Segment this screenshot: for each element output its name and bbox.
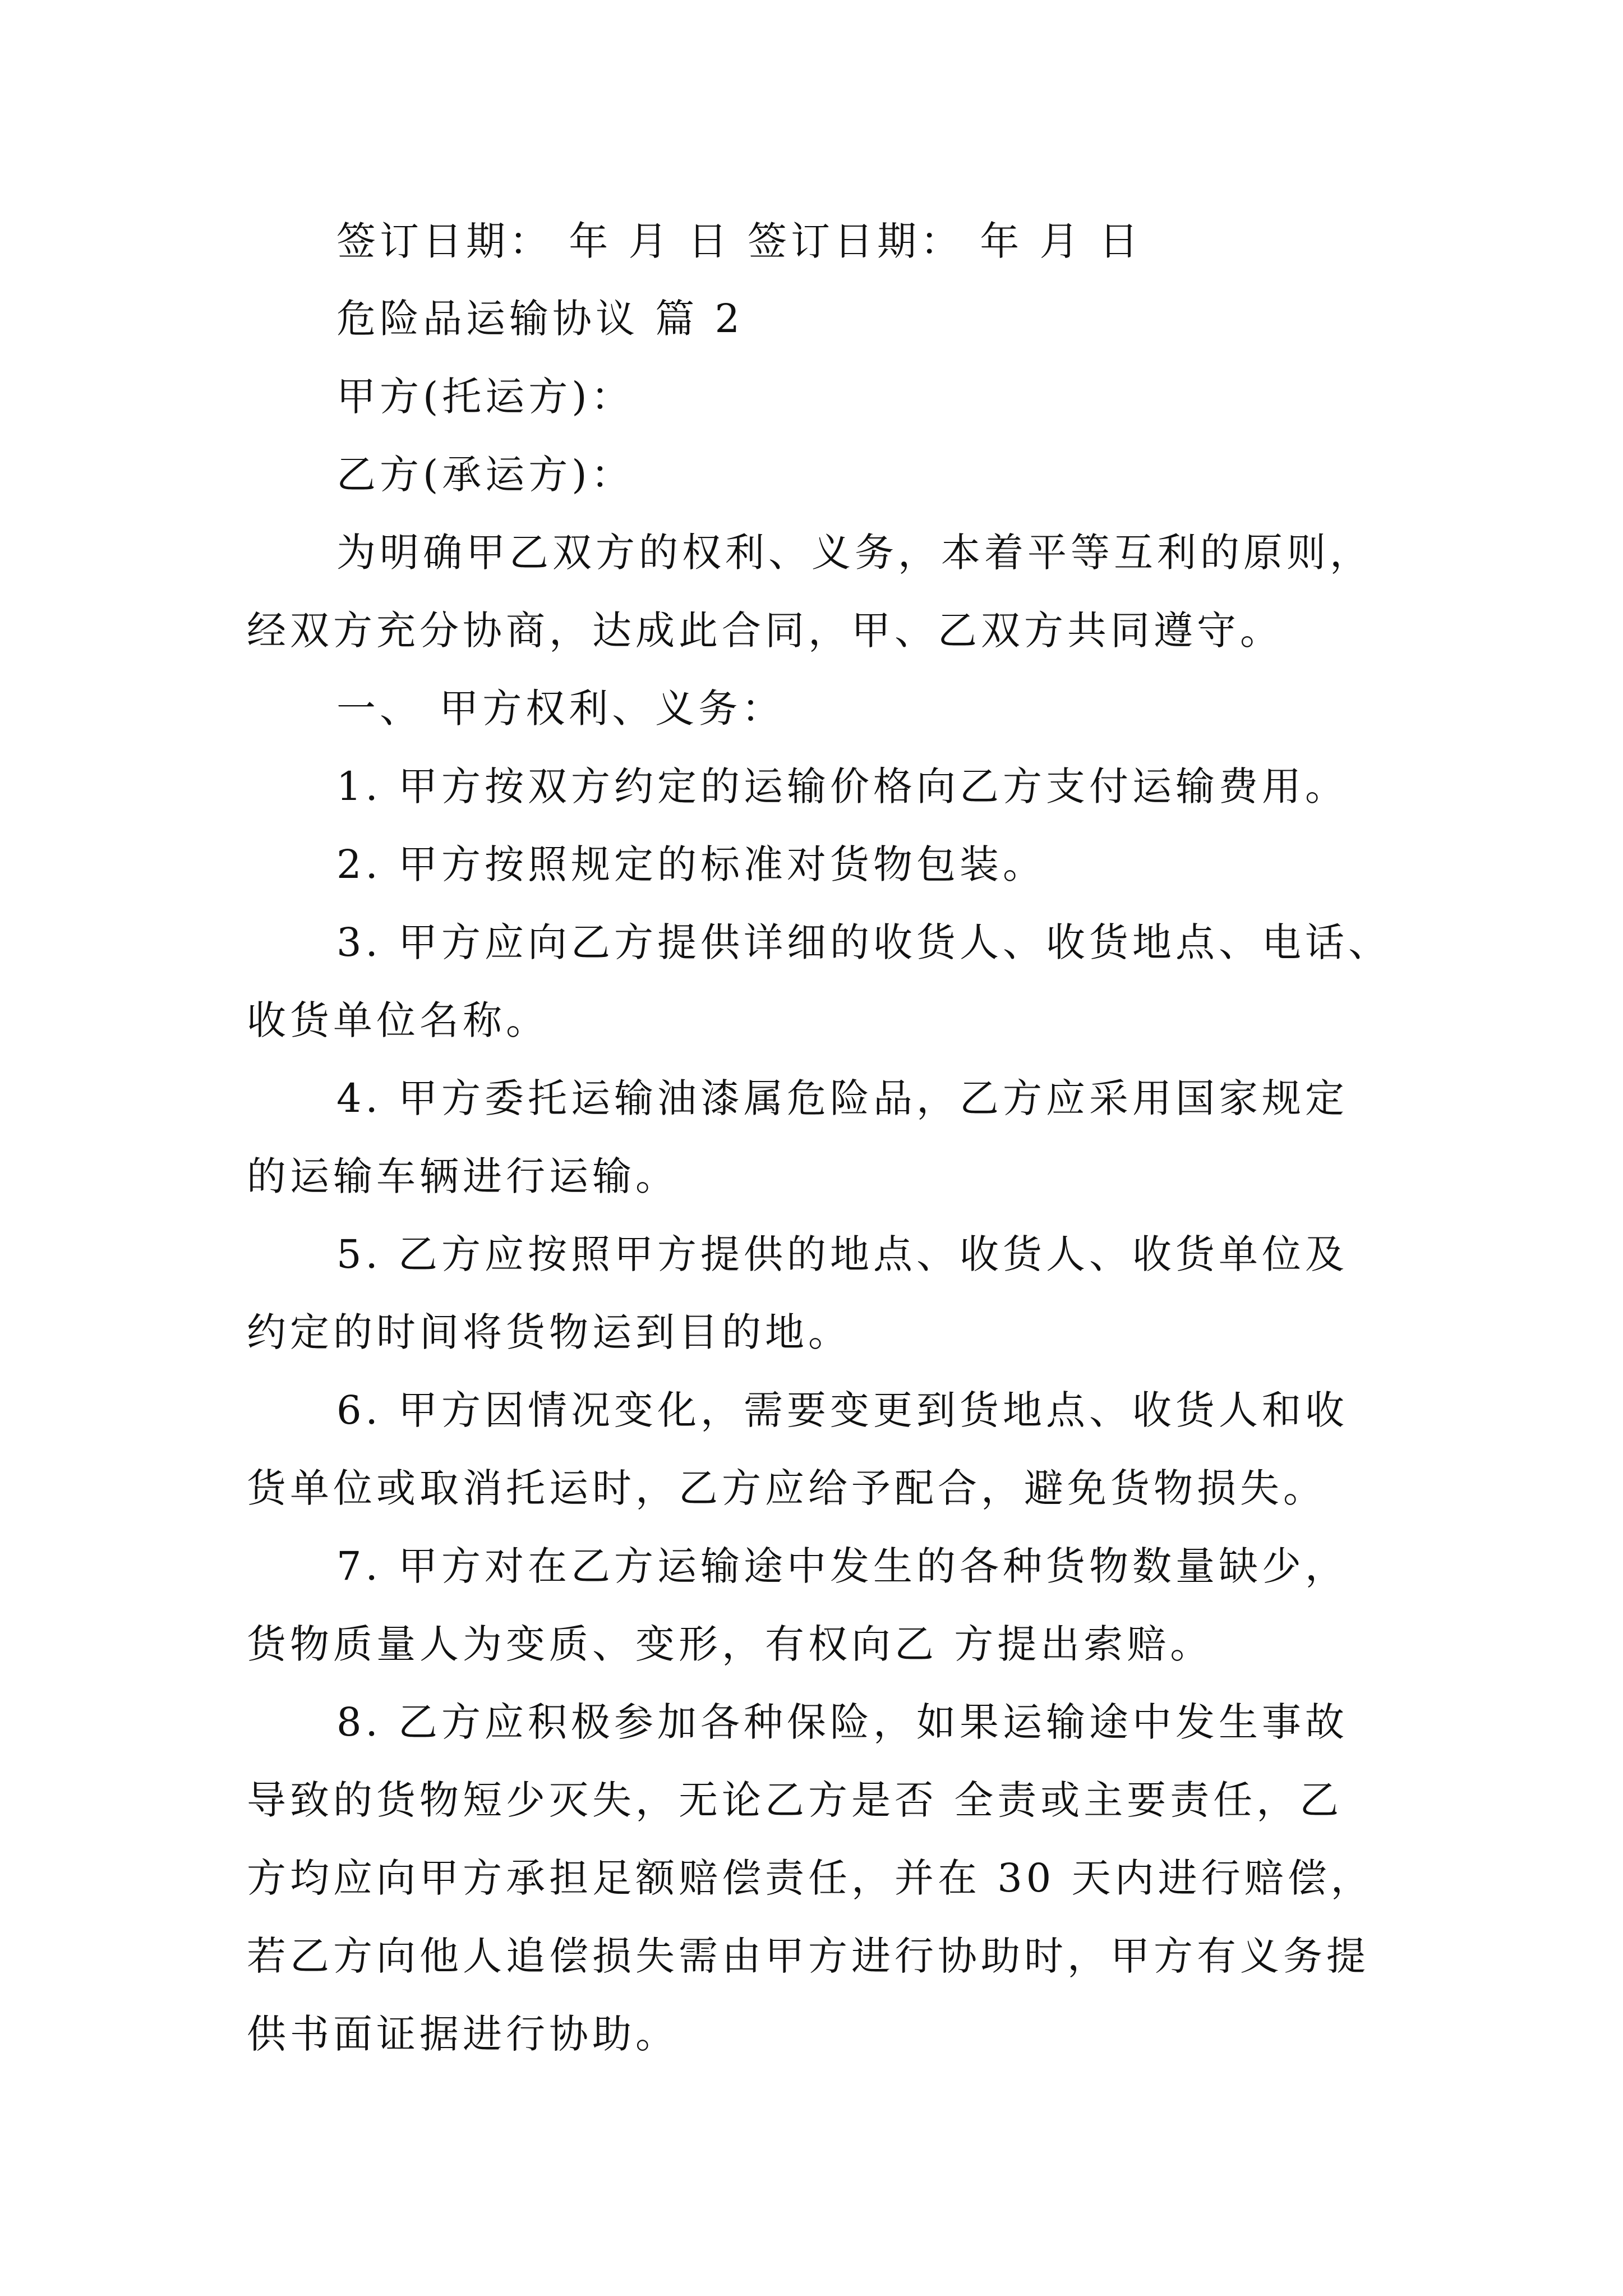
clause-3-line-1: 3. 甲方应向乙方提供详细的收货人、收货地点、电话、: [336, 919, 1392, 965]
clause-8-line-3: 方均应向甲方承担足额赔偿责任，并在 30 天内进行赔偿，: [247, 1855, 1374, 1901]
clause-6-line-1: 6. 甲方因情况变化，需要变更到货地点、收货人和收: [336, 1387, 1349, 1433]
clause-6-line-2: 货单位或取消托运时，乙方应给予配合，避免货物损失。: [247, 1465, 1326, 1511]
intro-line-2: 经双方充分协商，达成此合同，甲、乙双方共同遵守。: [247, 608, 1283, 654]
clause-7-line-1: 7. 甲方对在乙方运输途中发生的各种货物数量缺少，: [336, 1543, 1349, 1589]
clause-8-line-5: 供书面证据进行协助。: [247, 2011, 679, 2057]
intro-line-1: 为明确甲乙双方的权利、义务，本着平等互利的原则，: [336, 530, 1373, 576]
heading-1: 一、 甲方权利、义务：: [336, 685, 785, 731]
clause-2: 2. 甲方按照规定的标准对货物包装。: [336, 841, 1046, 887]
clause-5-line-1: 5. 乙方应按照甲方提供的地点、收货人、收货单位及: [336, 1231, 1349, 1277]
clause-5-line-2: 约定的时间将货物运到目的地。: [247, 1309, 851, 1355]
clause-8-line-4: 若乙方向他人追偿损失需由甲方进行协助时，甲方有义务提: [247, 1933, 1370, 1979]
clause-1: 1. 甲方按双方约定的运输价格向乙方支付运输费用。: [336, 763, 1349, 809]
clause-3-line-2: 收货单位名称。: [247, 997, 549, 1043]
section-title: 危险品运输协议 篇 2: [336, 296, 744, 342]
party-b-line: 乙方(承运方)：: [336, 452, 634, 498]
party-a-line: 甲方(托运方)：: [336, 374, 634, 420]
clause-8-line-2: 导致的货物短少灭失，无论乙方是否 全责或主要责任，乙: [247, 1777, 1343, 1823]
clause-4-line-2: 的运输车辆进行运输。: [247, 1153, 679, 1199]
signing-date-line: 签订日期： 年 月 日 签订日期： 年 月 日: [336, 218, 1142, 264]
clause-4-line-1: 4. 甲方委托运输油漆属危险品，乙方应采用国家规定: [336, 1075, 1349, 1121]
clause-7-line-2: 货物质量人为变质、变形，有权向乙 方提出索赔。: [247, 1621, 1214, 1667]
clause-8-line-1: 8. 乙方应积极参加各种保险，如果运输途中发生事故: [336, 1699, 1349, 1745]
